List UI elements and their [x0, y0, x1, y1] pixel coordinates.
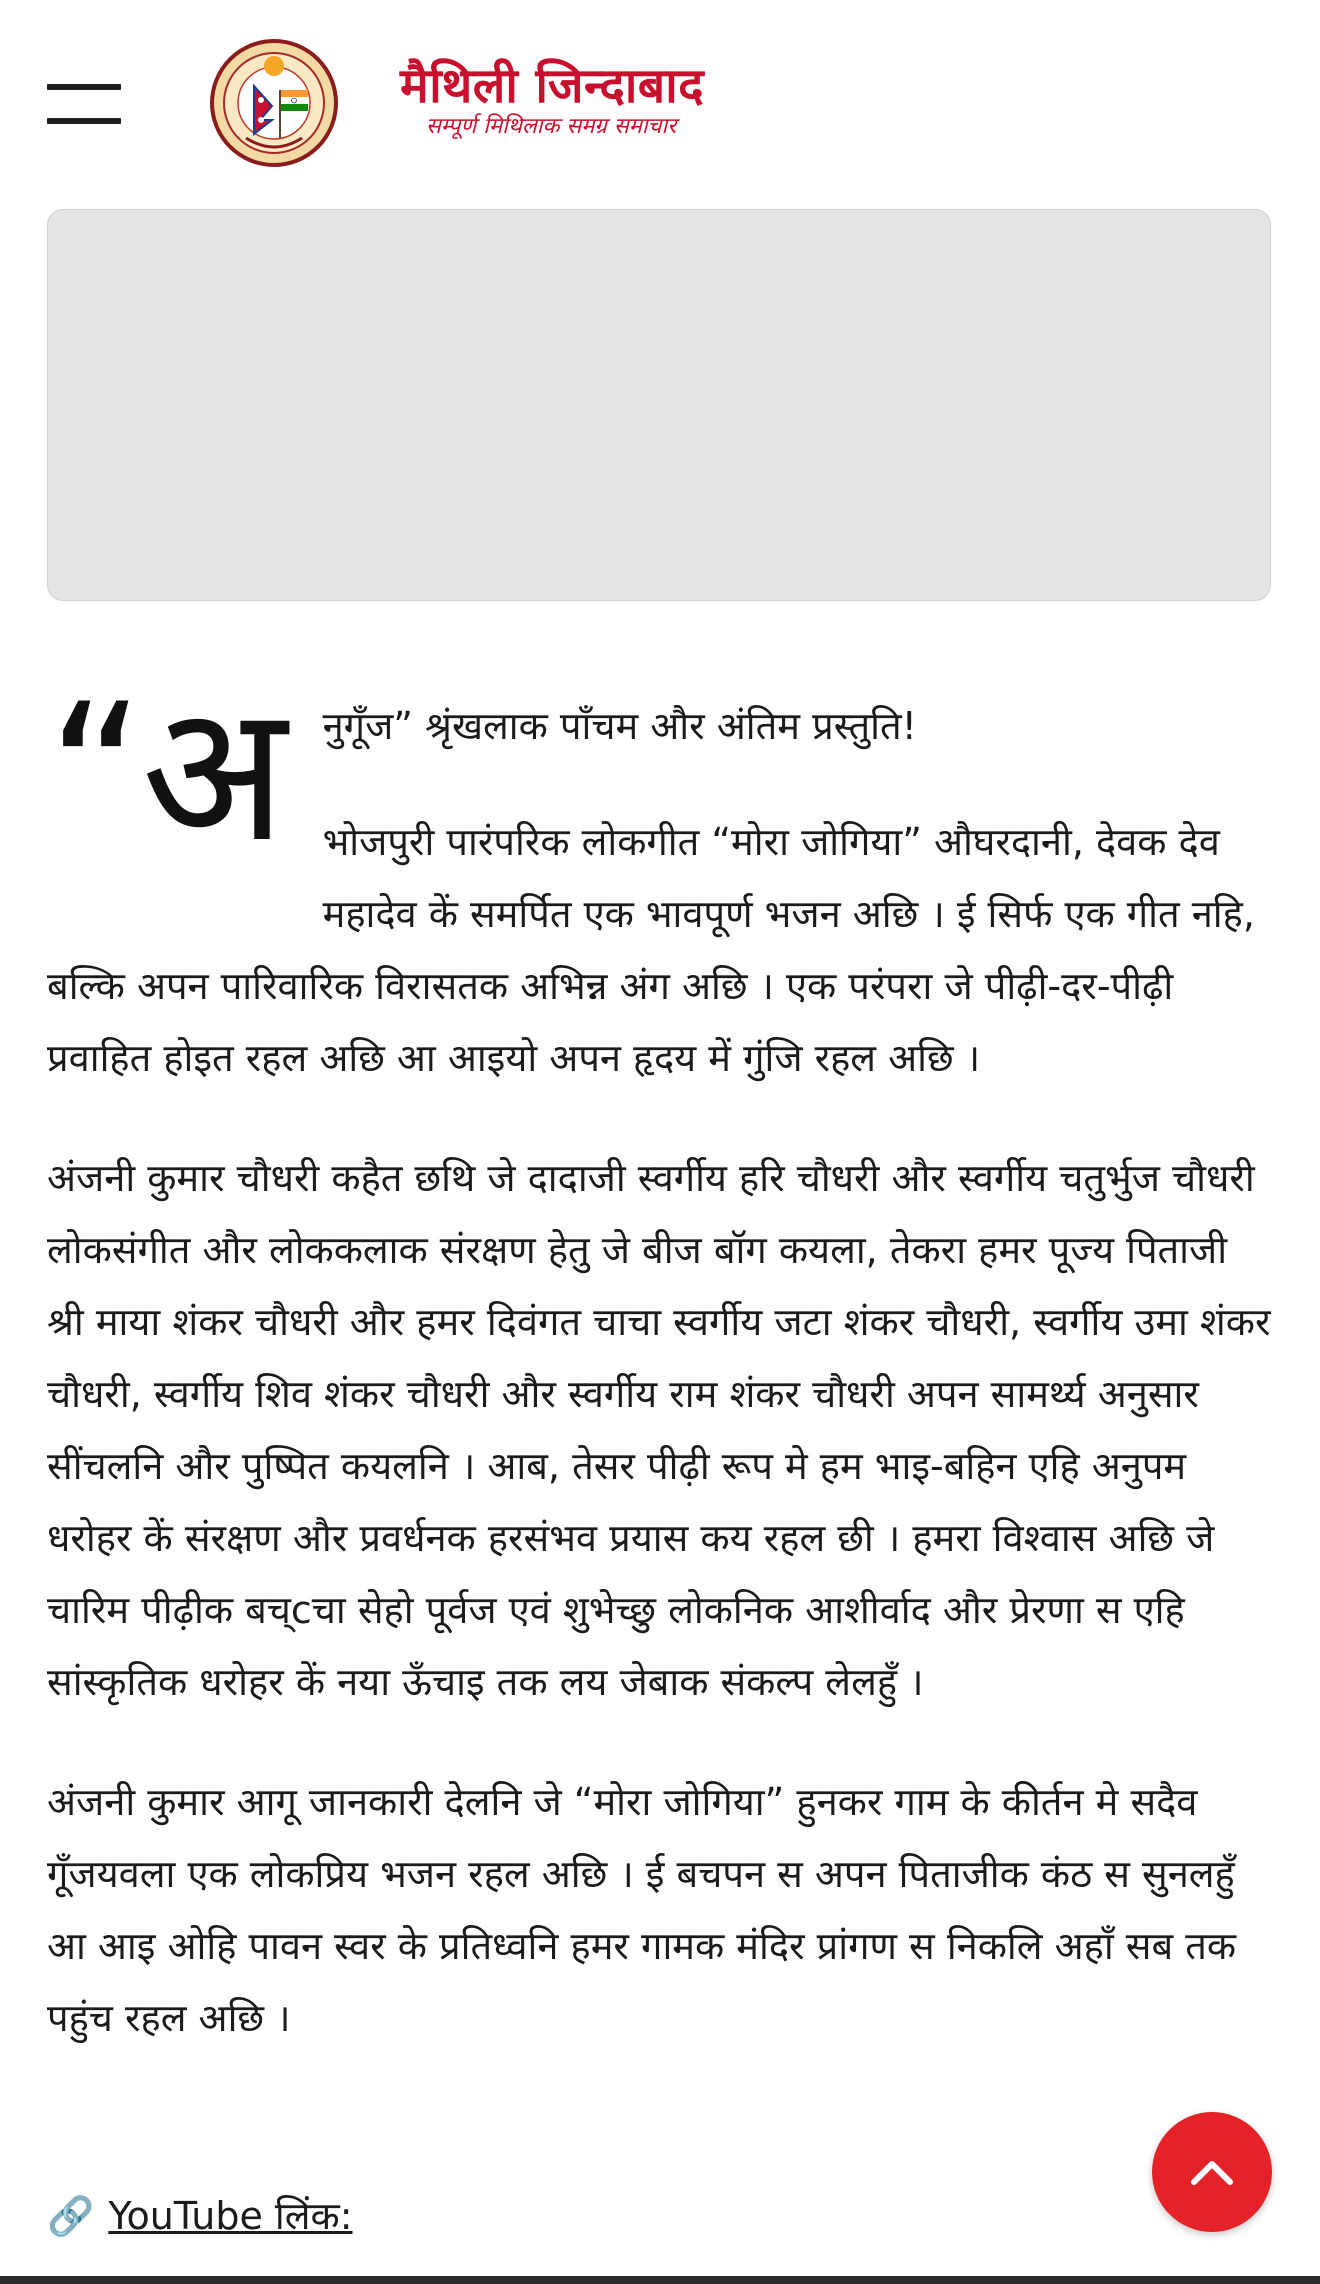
- hamburger-line: [47, 84, 121, 90]
- article-body: [47, 663, 1271, 2102]
- hamburger-line: [47, 118, 121, 124]
- dropcap: “अ: [47, 663, 283, 884]
- chevron-up-icon: [1190, 2152, 1234, 2192]
- logo-emblem-icon: [204, 38, 344, 168]
- youtube-link[interactable]: YouTube लिंक:: [108, 2194, 353, 2238]
- article-paragraph: नुगूँज” श्रृंखलाक पाँचम और अंतिम प्रस्तुति!: [322, 704, 917, 748]
- article-paragraph: अंजनी कुमार आगू जानकारी देलनि जे “मोरा जोगिया” हुनकर गाम के कीर्तन मे सदैव गूँजयवला एक लोकप्रिय भजन रहल अछि । ई बचपन स अपन पिताजीक कंठ स सुनलहुँ आ आइ ओहि पावन स्वर के प्रतिध्वनि हमर गामक मंदिर प्रांगण स निकलि अहाँ सब तक पहुंच रहल अछि ।: [47, 1780, 1237, 2040]
- site-logo[interactable]: [200, 34, 760, 174]
- ad-placeholder: [47, 209, 1271, 601]
- youtube-link-line: [47, 2186, 353, 2246]
- back-to-top-button[interactable]: [1152, 2112, 1272, 2232]
- site-tagline: सम्पूर्ण मिथिलाक समग्र समाचार: [426, 114, 677, 139]
- hamburger-menu-icon[interactable]: [47, 84, 121, 124]
- article-paragraph: भोजपुरी पारंपरिक लोकगीत “मोरा जोगिया” औघरदानी, देवक देव महादेव कें समर्पित एक भावपूर्ण भजन अछि । ई सिर्फ एक गीत नहि, बल्कि अपन पारिवारिक विरासतक अभिन्न अंग अछि । एक परंपरा जे पीढ़ी-दर-पीढ़ी प्रवाहित होइत रहल अछि आ आइयो अपन हृदय में गुंजि रहल अछि ।: [47, 820, 1255, 1080]
- bottom-edge-bar: [0, 2276, 1320, 2284]
- link-icon: 🔗: [47, 2194, 95, 2238]
- article-paragraph: अंजनी कुमार चौधरी कहैत छथि जे दादाजी स्वर्गीय हरि चौधरी और स्वर्गीय चतुर्भुज चौधरी लोकसंगीत और लोककलाक संरक्षण हेतु जे बीज बॉग कयला, तेकरा हमर पूज्य पिताजी श्री माया शंकर चौधरी और हमर दिवंगत चाचा स्वर्गीय जटा शंकर चौधरी, स्वर्गीय उमा शंकर चौधरी, स्वर्गीय शिव शंकर चौधरी और स्वर्गीय राम शंकर चौधरी अपन सामर्थ्य अनुसार सींचलनि और पुष्पित कयलनि । आब, तेसर पीढ़ी रूप मे हम भाइ-बहिन एहि अनुपम धरोहर कें संरक्षण और प्रवर्धनक हरसंभव प्रयास कय रहल छी । हमरा विश्वास अछि जे चारिम पीढ़ीक बच्cचा सेहो पूर्वज एवं शुभेच्छु लोकनिक आशीर्वाद और प्रेरणा स एहि सांस्कृतिक धरोहर कें नया ऊँचाइ तक लय जेबाक संकल्प लेलहुँ ।: [47, 1156, 1271, 1704]
- site-title: मैथिली जिन्दाबाद: [400, 58, 705, 114]
- site-header: [0, 0, 1320, 200]
